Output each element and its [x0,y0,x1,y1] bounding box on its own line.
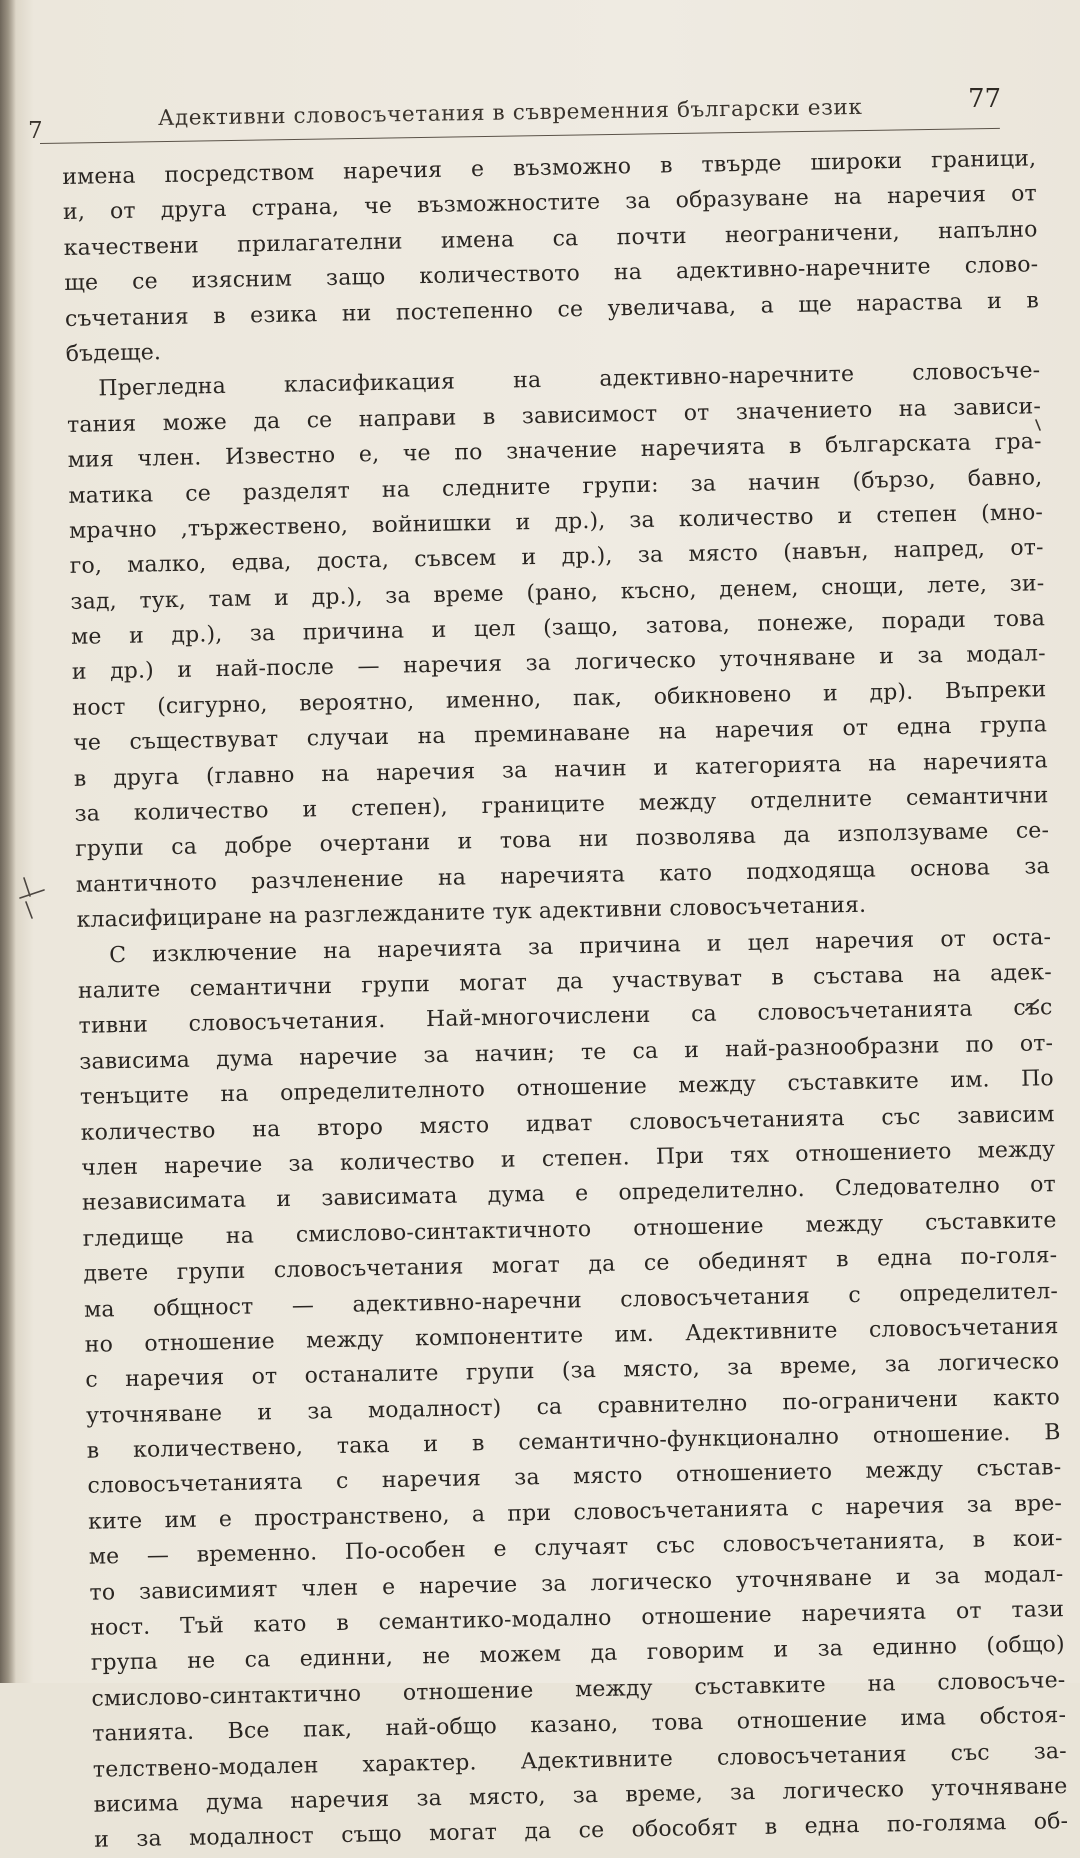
text-line: количество на второ място идват словосъчетанията със зависим [80,1101,1055,1146]
text-line: тания може да се направи в зависимост от значението на зависи- [66,393,1042,438]
text-line: за количество и степен), границите между отделните семантични [74,783,1049,827]
text-line: гледище на смислово-синтактичното отношение между съставките [82,1207,1057,1252]
text-line: ма общност — адективно-наречни словосъчетания с определител- [83,1278,1059,1323]
text-line: смислово-синтактично отношение между съставките на словосъче- [91,1667,1066,1712]
text-line: ще се изясним защо количеството на адективно-наречните слово- [64,252,1039,297]
text-line: група не са единни, не можем да говорим и за единно (общо) [90,1632,1065,1677]
page-binding-shadow [0,0,16,1683]
text-line: в друга (главно на наречия за начин и категорията на наречията [73,747,1048,792]
text-line: зависима дума наречие за начин; те са и най-разнообразни по от- [79,1030,1054,1075]
text-line: тивни словосъчетания. Най-многочислени са словосъчетанията със [78,995,1053,1040]
text-line: налите семантични групи могат да участвуват в състава на адек- [77,960,1053,1004]
text-line: матика се разделят на следните групи: за начин (бързо, бавно, [68,464,1043,509]
pencil-tick-icon [1034,418,1044,432]
pencil-tick-icon [1024,998,1040,1012]
text-line: мия член. Известно е, че по значение наречията в българската гра- [67,429,1042,474]
text-line: мантичното разчленение на наречията като подходяща основа за [75,853,1050,898]
text-line: независимата и зависимата дума е определително. Следователно от [81,1172,1057,1217]
text-line: уточняване и за модалност) са сравнително по-ограничени както [85,1384,1061,1429]
text-line: ките им е пространствено, а при словосъчетанията с наречия за вре- [87,1490,1063,1535]
text-line: го, малко, едва, доста, съвсем и др.), за място (навън, напред, от- [69,535,1044,580]
text-line: то зависимият член е наречие за логическо уточняване и за модал- [89,1561,1064,1606]
text-line-paragraph-end: класифициране на разглежданите тук адективни словосъчетания. [76,892,867,934]
text-line: и др.) и най-после — наречия за логическо уточняване и за модал- [71,641,1046,686]
page-number: 77 [968,84,1002,114]
text-line: телствено-модален характер. Адективните словосъчетания със за- [92,1738,1067,1783]
text-line: висима дума наречия за място, за време, за логическо уточняване [93,1773,1068,1818]
text-line: тенъците на определителното отношение между съставките им. По [79,1066,1055,1110]
text-line: двете групи словосъчетания могат да се обединят в една по-голя- [83,1243,1058,1287]
text-line: мрачно ,тържествено, войнишки и др.), за количество и степен (мно- [68,500,1044,544]
text-line: в количествено, така и в семантично-функционално отношение. В [86,1420,1061,1464]
text-line: ност (сигурно, вероятно, именно, пак, обикновено и др). Въпреки [72,677,1047,721]
text-line: танията. Все пак, най-общо казано, това отношение има обстоя- [91,1703,1067,1747]
text-line: че съществуват случаи на преминаване на наречия от една група [72,712,1048,757]
text-line-paragraph-start: Прегледна класификация на адективно-наречните словосъче- [98,358,1041,402]
text-line: съчетания в езика ни постепенно се увеличава, а ще нараства и в [64,287,1040,332]
text-line: имена посредством наречия е възможно в твърде широки граници, [62,146,1037,190]
body-text [62,141,1068,1858]
text-line: групи са добре очертани и това ни позволява да използуваме се- [75,818,1050,863]
text-line: но отношение между компонентите им. Адективните словосъчетания [84,1313,1059,1358]
text-line: член наречие за количество и степен. При тях отношението между [81,1137,1056,1181]
pencil-margin-mark-icon [18,876,46,920]
text-line: ме — временно. По-особен е случаят със словосъчетанията, в кои- [88,1526,1063,1570]
running-head: Адективни словосъчетания в съвременния български език [157,94,863,131]
text-line: зад, тук, там и др.), за време (рано, късно, денем, снощи, лете, зи- [70,570,1045,615]
text-line: ме и др.), за причина и цел (защо, затова, понеже, поради това [70,606,1046,650]
text-line-paragraph-start: С изключение на наречията за причина и цел наречия от оста- [109,924,1052,968]
text-line: словосъчетанията с наречия за място отношението между състав- [87,1455,1062,1500]
left-folio-number: 7 [28,118,43,144]
text-line: и за модалност също могат да се обособят в една по-голяма об- [94,1809,1069,1854]
text-line: с наречия от останалите групи (за място, за време, за логическо [85,1349,1060,1394]
text-line: ност. Тъй като в семантико-модално отношение наречията от тази [89,1597,1065,1641]
text-line: и, от друга страна, че възможностите за образуване на наречия от [62,181,1038,226]
text-line: качествени прилагателни имена са почти неограничени, напълно [63,217,1038,261]
text-line-paragraph-end: бъдеще. [65,340,162,367]
